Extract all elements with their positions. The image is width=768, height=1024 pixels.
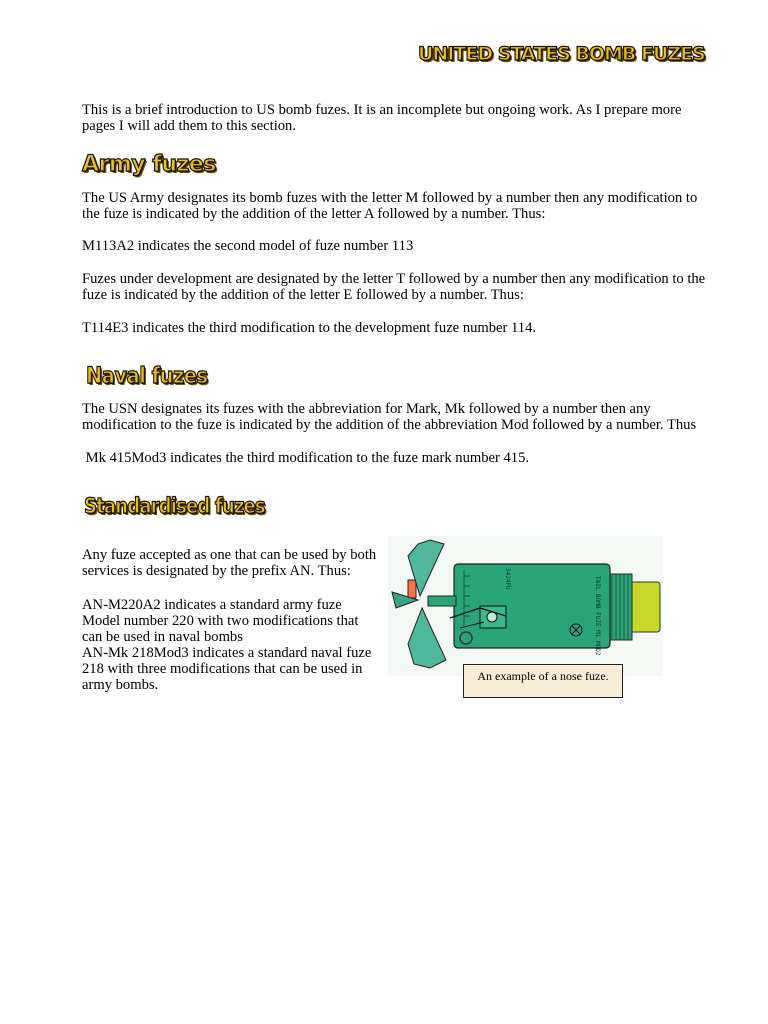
fuze-cap xyxy=(630,582,660,632)
naval-fuzes-heading: Naval fuzes xyxy=(86,364,208,389)
army-paragraph-3: Fuzes under development are designated by the letter T followed by a number then any modification to the fuze is indicated by the addition of the letter E followed by a number. Thus: xyxy=(82,271,706,303)
army-paragraph-4: T114E3 indicates the third modification to the development fuze number 114. xyxy=(82,320,537,336)
figure-caption: An example of a nose fuze. xyxy=(463,664,623,698)
nose-fuze-drawing xyxy=(388,536,663,676)
army-paragraph-2: M113A2 indicates the second model of fuze number 113 xyxy=(82,238,414,254)
svg-text:TAIL BOMB FUZE M1 MOD2: TAIL BOMB FUZE M1 MOD2 xyxy=(594,576,601,656)
intro-paragraph: This is a brief introduction to US bomb fuzes. It is an incomplete but ongoing work. As I prepare more pages I will add them to this section. xyxy=(82,102,682,134)
fuze-body xyxy=(454,564,610,648)
naval-paragraph-1: The USN designates its fuzes with the abbreviation for Mark, Mk followed by a number then any modification to the fuze is indicated by the addition of the abbreviation Mod followed by a number. Thus xyxy=(82,401,697,433)
army-paragraph-1: The US Army designates its bomb fuzes with the letter M followed by a number then any modification to the fuze is indicated by the addition of the letter A followed by a number. Thus: xyxy=(82,190,698,222)
standardised-fuzes-heading: Standardised fuzes xyxy=(84,494,265,518)
army-fuzes-heading: Army fuzes xyxy=(82,152,216,177)
naval-paragraph-2: Mk 415Mod3 indicates the third modification to the fuze mark number 415. xyxy=(82,450,530,466)
page-title: UNITED STATES BOMB FUZES xyxy=(418,43,705,65)
standardised-paragraph-1: Any fuze accepted as one that can be used by both services is designated by the prefix AN. Thus: xyxy=(82,547,377,579)
standardised-paragraph-3: AN-Mk 218Mod3 indicates a standard naval fuze 218 with three modifications that can be used in army bombs. xyxy=(82,645,372,693)
standardised-paragraph-2: AN-M220A2 indicates a standard army fuze Model number 220 with two modifications that can be used in naval bombs xyxy=(82,597,359,645)
svg-text:3424FU: 3424FU xyxy=(504,568,511,590)
nose-fuze-illustration xyxy=(388,536,663,676)
